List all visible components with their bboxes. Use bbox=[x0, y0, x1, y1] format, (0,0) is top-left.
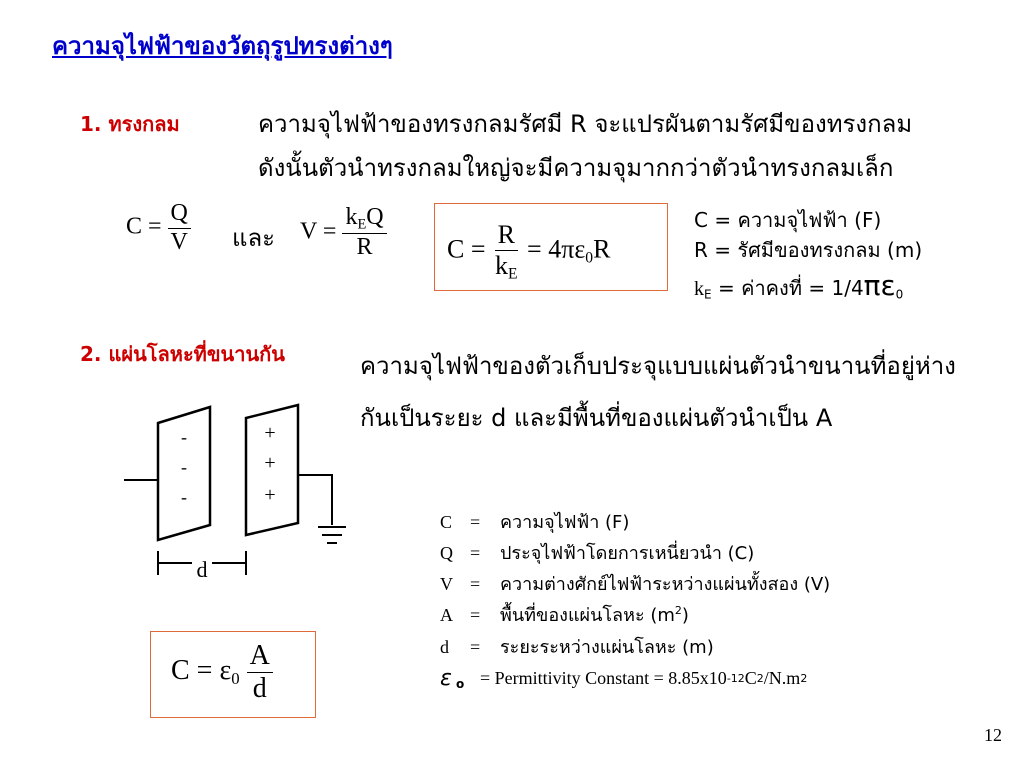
fraction-a-over-d bbox=[247, 640, 273, 705]
exponent: 2 bbox=[756, 671, 764, 685]
variable-row bbox=[440, 538, 830, 569]
variables-list bbox=[440, 507, 830, 694]
variable-symbol: A bbox=[440, 605, 453, 626]
epsilon-symbol: ε bbox=[880, 269, 896, 302]
k-symbol: k bbox=[345, 204, 358, 230]
formula-capacitance-qv bbox=[126, 200, 191, 256]
formula-lhs: V = bbox=[300, 218, 337, 245]
legend-r: R = รัศมีของทรงกลม (m) bbox=[694, 238, 923, 262]
fraction-denominator: V bbox=[170, 228, 188, 255]
section-1-text-line-2: ดังนั้นตัวนำทรงกลมใหญ่จะมีความจุมากกว่าตัวนำทรงกลมเล็ก bbox=[258, 154, 894, 182]
variable-symbol: V bbox=[440, 574, 453, 595]
svg-text:ε: ε bbox=[440, 667, 452, 690]
section-2-text-line-2: กันเป็นระยะ d และมีพื้นที่ของแผ่นตัวนำเป็น A bbox=[360, 404, 833, 432]
closing-paren: ) bbox=[681, 605, 689, 627]
epsilon-subscript: 0 bbox=[895, 287, 904, 302]
legend-k bbox=[694, 265, 922, 307]
permittivity-row bbox=[440, 663, 830, 694]
fraction-numerator bbox=[342, 204, 386, 234]
section-2-label: 2. แผ่นโลหะที่ขนานกัน bbox=[80, 342, 285, 366]
equals-sign: = bbox=[470, 636, 481, 657]
negative-charge: - bbox=[181, 457, 187, 477]
fraction-numerator: A bbox=[247, 640, 273, 673]
equals-sign: = bbox=[470, 605, 481, 626]
ground-wire bbox=[298, 475, 332, 525]
k-symbol: k bbox=[495, 250, 509, 280]
svg-text:o: o bbox=[456, 677, 465, 690]
variable-row bbox=[440, 600, 830, 631]
k-subscript: E bbox=[357, 216, 367, 233]
formula-rhs-r: R bbox=[593, 234, 611, 264]
k-symbol: k bbox=[694, 278, 704, 300]
equals-sign: = bbox=[470, 512, 481, 532]
epsilon-subscript: 0 bbox=[585, 249, 594, 267]
variable-row bbox=[440, 507, 830, 538]
fraction-denominator bbox=[492, 251, 521, 284]
variable-symbol: Q bbox=[440, 543, 453, 564]
unit-c: C bbox=[744, 667, 757, 688]
variable-row bbox=[440, 632, 830, 663]
exponent: -12 bbox=[726, 671, 745, 685]
sphere-legend bbox=[694, 205, 922, 307]
and-word: และ bbox=[232, 224, 276, 252]
variable-description: ความจุไฟฟ้า (F) bbox=[500, 512, 630, 533]
equals-sign: = bbox=[470, 574, 481, 595]
negative-charge: - bbox=[181, 427, 187, 447]
positive-charge: + bbox=[264, 422, 276, 444]
epsilon-subscript: 0 bbox=[231, 669, 240, 689]
epsilon-zero-icon bbox=[440, 667, 472, 689]
k-subscript: E bbox=[508, 265, 518, 283]
variable-description: ระยะระหว่างแผ่นโลหะ (m) bbox=[500, 636, 714, 658]
negative-charge: - bbox=[181, 487, 187, 507]
fraction-numerator: Q bbox=[168, 200, 191, 229]
positive-charge: + bbox=[264, 484, 276, 506]
parallel-plate-capacitor-diagram bbox=[110, 395, 370, 590]
page-title: ความจุไฟฟ้าของวัตถุรูปทรงต่างๆ bbox=[52, 32, 393, 60]
exponent: 2 bbox=[800, 671, 808, 685]
pi-symbol: π bbox=[863, 269, 881, 302]
section-1-label: 1. ทรงกลม bbox=[80, 112, 180, 136]
gap-label: d bbox=[196, 557, 208, 582]
formula-lhs: C = ε bbox=[171, 655, 232, 687]
variable-description: ความต่างศักย์ไฟฟ้าระหว่างแผ่นทั้งสอง (V) bbox=[500, 574, 831, 596]
section-2-text-line-1: ความจุไฟฟ้าของตัวเก็บประจุแบบแผ่นตัวนำขนานที่อยู่ห่าง bbox=[360, 352, 956, 380]
unit-nm: /N.m bbox=[763, 667, 801, 688]
k-description: = ค่าคงที่ = 1/4 bbox=[711, 276, 864, 300]
permittivity-text: = Permittivity Constant = 8.85x10 bbox=[480, 667, 727, 688]
formula-voltage bbox=[300, 204, 387, 261]
page-number: 12 bbox=[984, 725, 1002, 745]
fraction-keq-over-r bbox=[342, 204, 386, 261]
formula-lhs: C = bbox=[126, 213, 162, 240]
fraction-r-over-ke bbox=[492, 220, 521, 283]
boxed-formula-plates bbox=[150, 631, 316, 718]
positive-charge: + bbox=[264, 452, 276, 474]
boxed-formula-sphere bbox=[434, 203, 668, 291]
formula-rhs: = 4πε bbox=[527, 234, 586, 264]
fraction-q-over-v bbox=[168, 200, 191, 256]
formula-lhs: C = bbox=[447, 234, 486, 264]
variable-symbol: C bbox=[440, 512, 453, 532]
legend-c: C = ความจุไฟฟ้า (F) bbox=[694, 208, 882, 232]
fraction-numerator: R bbox=[495, 220, 518, 251]
fraction-denominator: d bbox=[252, 673, 267, 705]
section-1-text-line-1: ความจุไฟฟ้าของทรงกลมรัศมี R จะแปรผันตามรัศมีของทรงกลม bbox=[258, 110, 913, 138]
k-subscript: E bbox=[704, 287, 712, 302]
variable-description: พื้นที่ของแผ่นโลหะ (m bbox=[500, 605, 675, 627]
q-symbol: Q bbox=[366, 204, 384, 230]
fraction-denominator: R bbox=[356, 233, 373, 260]
equals-sign: = bbox=[470, 543, 481, 564]
variable-row bbox=[440, 569, 830, 600]
variable-description: ประจุไฟฟ้าโดยการเหนี่ยวนำ (C) bbox=[500, 543, 755, 565]
superscript: 2 bbox=[674, 604, 682, 618]
variable-symbol: d bbox=[440, 636, 449, 657]
